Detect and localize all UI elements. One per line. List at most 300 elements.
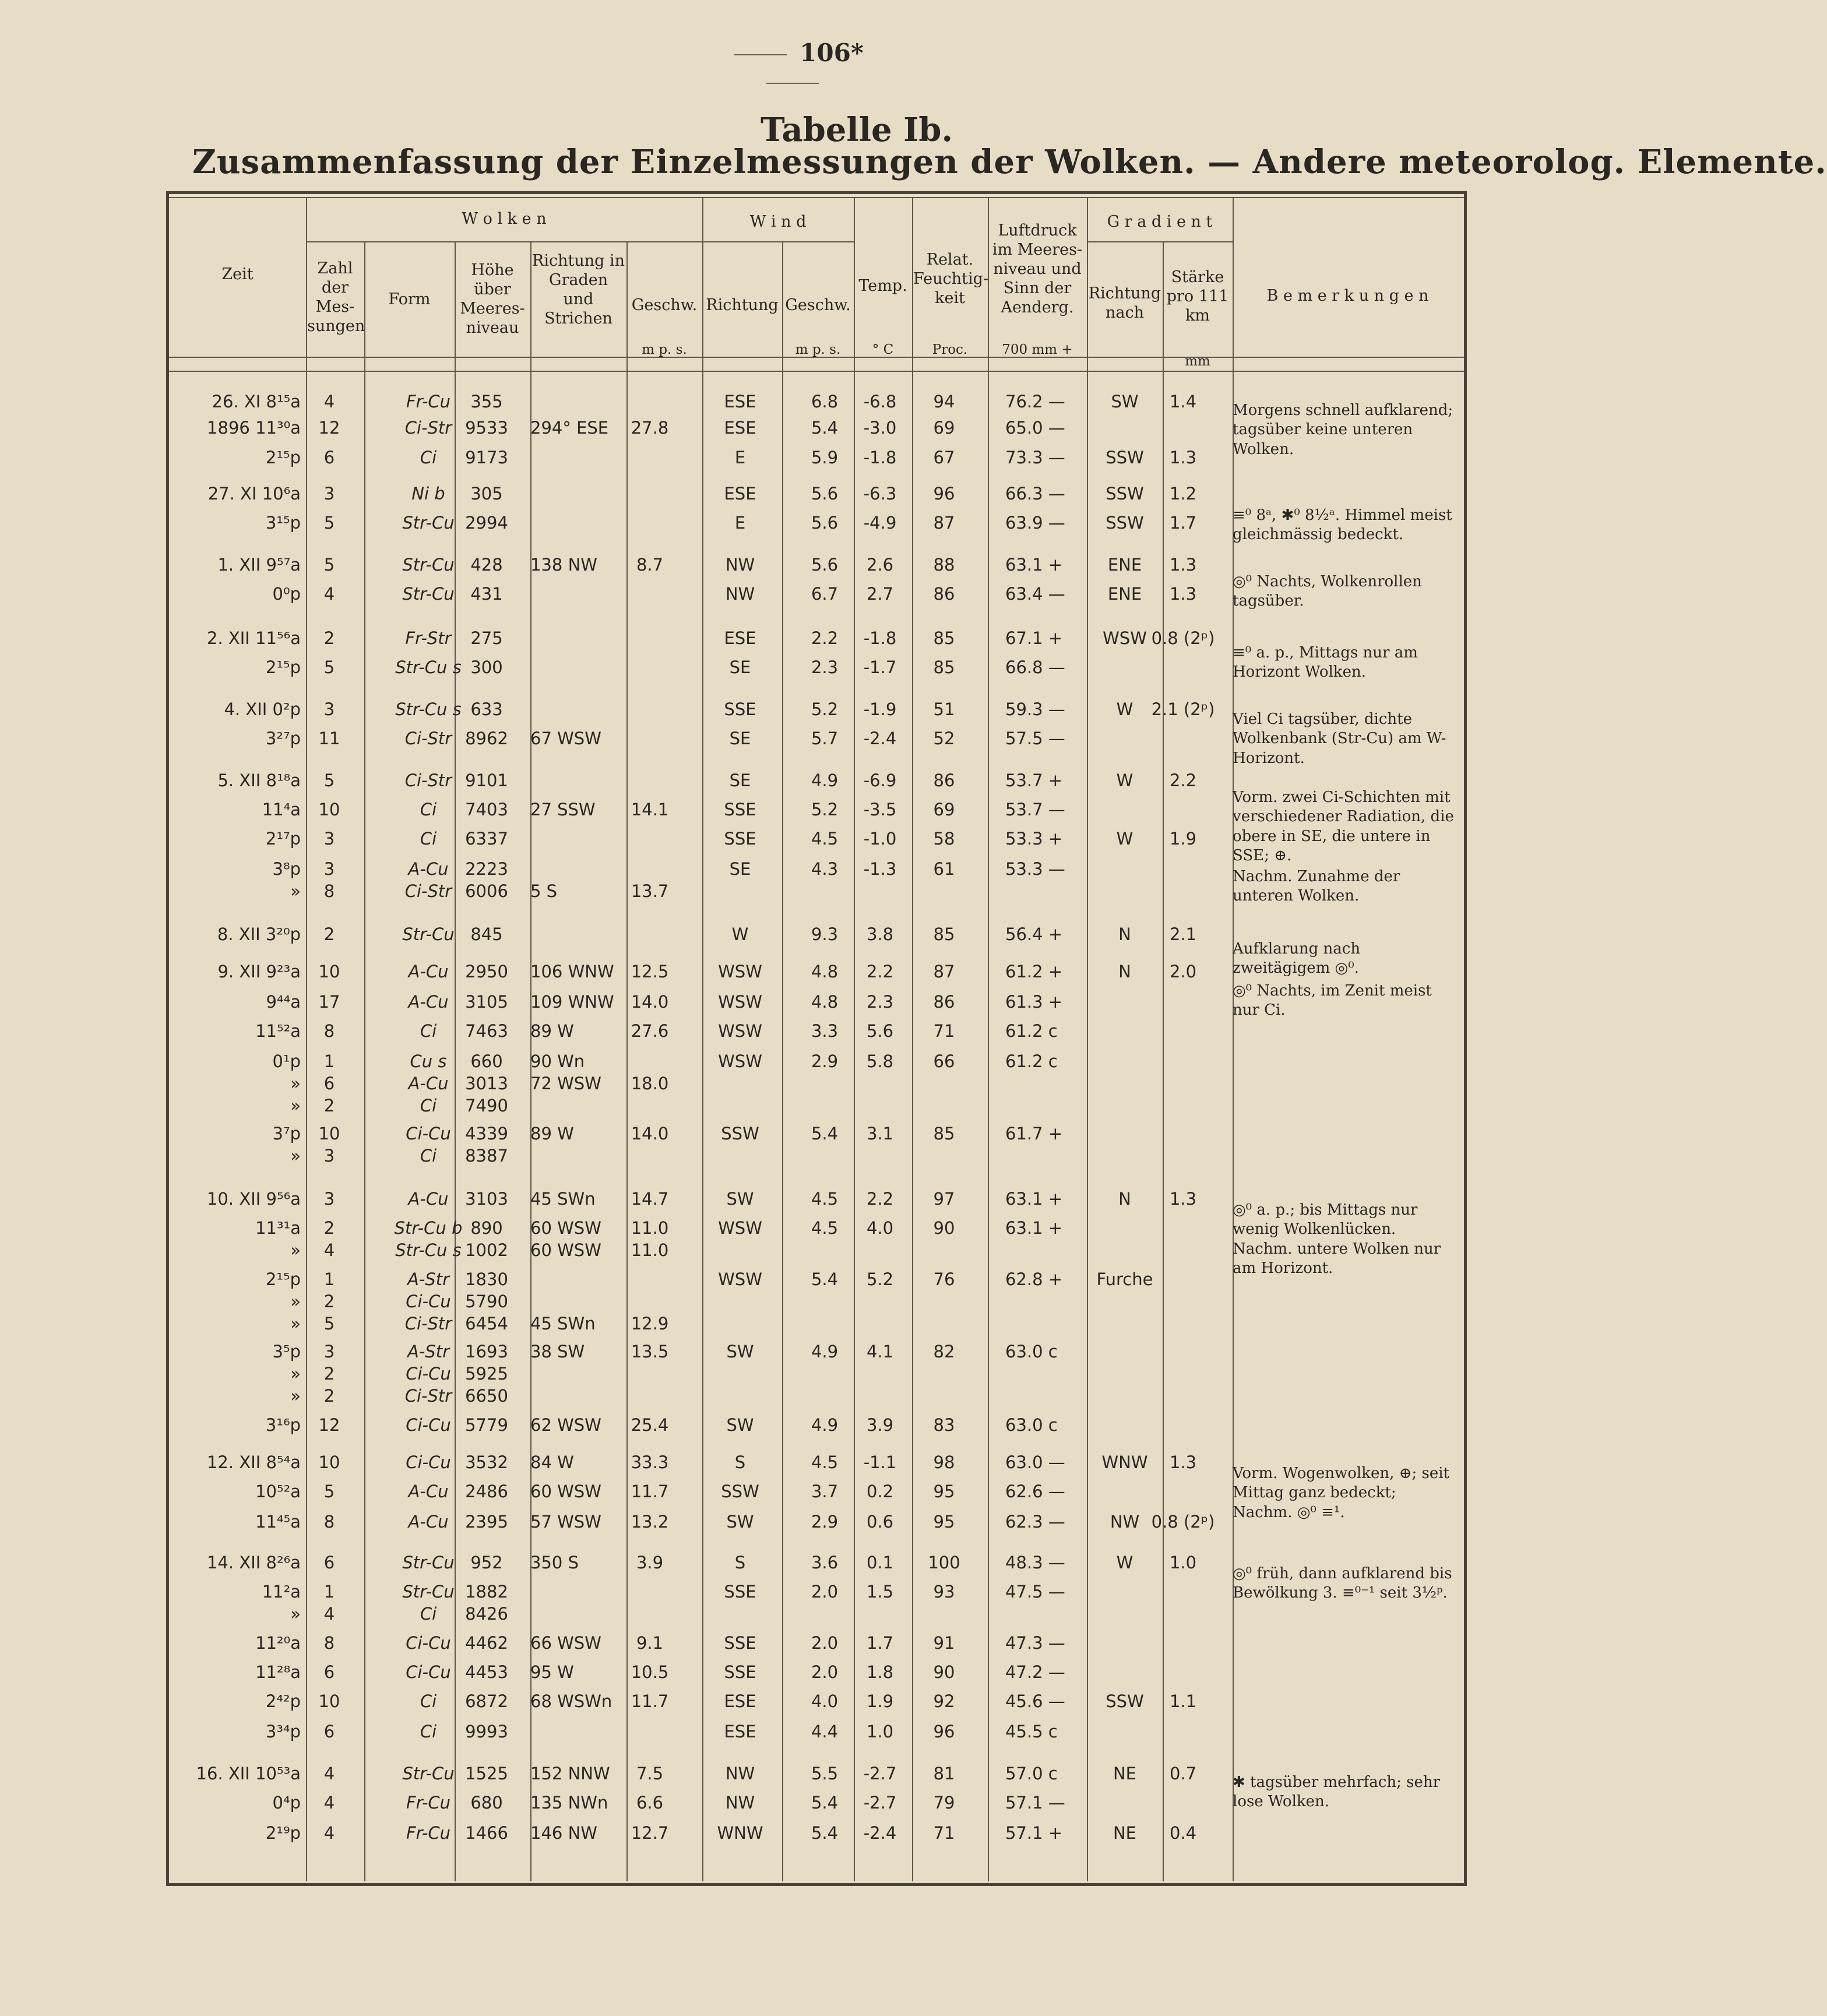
cell-wg: 5.5 (811, 1764, 839, 1783)
cell-wg: 4.9 (811, 1415, 839, 1435)
cell-temp: -1.3 (863, 859, 897, 879)
cell-wrich: NW (725, 555, 755, 575)
cell-form: Str-Cu (402, 1553, 455, 1572)
cell-rich: 294° ESE (530, 418, 609, 438)
cell-zeit: » (290, 881, 301, 901)
cell-hoehe: 890 (470, 1218, 503, 1238)
cell-wrich: SSE (724, 1662, 756, 1682)
col-header-geschw: Geschw. (631, 296, 698, 314)
cell-wrich: SSW (721, 1482, 759, 1501)
remark: ≡⁰ 8ᵃ, ✱⁰ 8½ᵃ. Himmel meist gleichmässig bedeckt. (1233, 506, 1452, 544)
cell-feu: 95 (933, 1512, 955, 1532)
cell-gesw: 27.8 (631, 418, 669, 438)
table-title: Tabelle Ib. (761, 111, 953, 149)
cell-feu: 83 (933, 1415, 955, 1435)
cell-rich: 57 WSW (530, 1512, 601, 1532)
cell-num: 2 (323, 1386, 335, 1406)
cell-feu: 90 (933, 1218, 955, 1238)
cell-wg: 2.9 (811, 1512, 839, 1532)
cell-rich: 89 W (530, 1021, 574, 1041)
cell-luft: 56.4 + (1005, 924, 1063, 944)
cell-grich: SSW (1106, 484, 1144, 504)
cell-temp: -1.8 (863, 448, 897, 467)
cell-wg: 4.5 (811, 829, 839, 849)
cell-num: 8 (323, 1633, 335, 1653)
cell-num: 2 (323, 1292, 335, 1311)
cell-zeit: 11²a (262, 1582, 301, 1602)
cell-luft: 59.3 — (1005, 699, 1065, 719)
cell-form: Ci-Cu (406, 1124, 451, 1144)
cell-rich: 66 WSW (530, 1633, 601, 1653)
cell-wg: 2.3 (811, 657, 839, 677)
cell-temp: -6.3 (863, 484, 897, 504)
cell-form: Ci (420, 1691, 437, 1711)
cell-zeit: 3⁷p (272, 1124, 301, 1144)
cell-feu: 85 (933, 657, 955, 677)
remark: ◎⁰ früh, dann aufklarend bis Bewölkung 3. ≡⁰⁻¹ seit 3½ᵖ. (1233, 1565, 1452, 1602)
cell-wrich: SW (726, 1415, 754, 1435)
cell-zeit: 11⁴a (262, 800, 301, 819)
cell-hoehe: 3013 (465, 1074, 508, 1093)
cell-num: 5 (323, 657, 335, 677)
cell-gesw: 33.3 (631, 1452, 669, 1472)
cell-num: 2 (323, 1218, 335, 1238)
cell-gst: 1.3 (1169, 584, 1197, 604)
cell-hoehe: 275 (470, 628, 503, 648)
cell-gst: 1.9 (1169, 829, 1197, 849)
cell-hoehe: 305 (470, 484, 503, 504)
cell-wrich: SW (726, 1512, 754, 1532)
cell-wrich: SSE (724, 800, 756, 819)
remark: Vorm. zwei Ci-Schichten mit verschiedener Radiation, die obere in SE, die untere in SSE; ⊕. (1233, 789, 1454, 864)
cell-gesw: 14.7 (631, 1189, 669, 1209)
cell-wg: 2.0 (811, 1662, 839, 1682)
cell-num: 6 (323, 448, 335, 467)
cell-feu: 69 (933, 800, 955, 819)
cell-zeit: 11⁴⁵a (255, 1512, 301, 1532)
cell-hoehe: 7403 (465, 800, 508, 819)
cell-zeit: 3⁸p (272, 859, 301, 879)
cell-hoehe: 633 (470, 699, 503, 719)
cell-temp: 2.6 (866, 555, 894, 575)
cell-num: 10 (318, 1691, 340, 1711)
cell-gesw: 14.0 (631, 992, 669, 1012)
cell-zeit: 1. XII 9⁵⁷a (217, 555, 301, 575)
cell-gst: 1.4 (1169, 392, 1197, 411)
cell-temp: 3.9 (866, 1415, 894, 1435)
cell-zeit: 2¹⁵p (265, 1269, 301, 1289)
cell-num: 1 (323, 1582, 335, 1602)
remark: Morgens schnell aufklarend; tagsüber keine unteren Wolken. (1233, 402, 1453, 458)
cell-gst: 1.7 (1169, 513, 1197, 533)
cell-feu: 82 (933, 1342, 955, 1361)
cell-form: Fr-Cu (406, 1823, 451, 1843)
cell-wg: 4.5 (811, 1189, 839, 1209)
cell-hoehe: 6872 (465, 1691, 508, 1711)
cell-form: Str-Cu (402, 1582, 455, 1602)
cell-wrich: SSE (724, 1582, 756, 1602)
cell-num: 4 (323, 392, 335, 411)
cell-wrich: E (734, 513, 746, 533)
cell-wrich: E (734, 448, 746, 467)
cell-num: 4 (323, 1764, 335, 1783)
cell-gesw: 11.7 (631, 1482, 669, 1501)
cell-hoehe: 7490 (465, 1096, 508, 1116)
cell-num: 2 (323, 1364, 335, 1384)
cell-form: Ci-Str (404, 1314, 452, 1334)
cell-num: 1 (323, 1051, 335, 1071)
cell-rich: 45 SWn (530, 1189, 596, 1209)
cell-form: A-Cu (408, 962, 449, 981)
cell-rich: 62 WSW (530, 1415, 601, 1435)
cell-feu: 81 (933, 1764, 955, 1783)
cell-hoehe: 4339 (465, 1124, 508, 1144)
cell-zeit: 11²⁰a (255, 1633, 301, 1653)
table-subtitle: Zusammenfassung der Einzelmessungen der Wolken. — Andere meteorolog. Elemente. (192, 143, 1827, 181)
cell-hoehe: 5790 (465, 1292, 508, 1311)
cell-form: A-Str (407, 1269, 449, 1289)
cell-hoehe: 431 (470, 584, 503, 604)
cell-gst: 0.8 (2ᵖ) (1151, 1512, 1215, 1532)
cell-luft: 53.3 + (1005, 829, 1063, 849)
cell-num: 12 (318, 418, 340, 438)
cell-hoehe: 5925 (465, 1364, 508, 1384)
cell-gst: 1.2 (1169, 484, 1197, 504)
cell-temp: 4.0 (866, 1218, 894, 1238)
cell-grich: NE (1113, 1764, 1137, 1783)
cell-wg: 5.6 (811, 484, 839, 504)
cell-wrich: WSW (718, 1218, 762, 1238)
cell-hoehe: 355 (470, 392, 503, 411)
cell-hoehe: 2486 (465, 1482, 508, 1501)
cell-grich: W (1116, 829, 1133, 849)
cell-wg: 2.2 (811, 628, 839, 648)
cell-luft: 61.2 + (1005, 962, 1063, 981)
cell-hoehe: 1693 (465, 1342, 508, 1361)
col-header-wind-richtung: Richtung (706, 296, 779, 314)
cell-wg: 5.4 (811, 1823, 839, 1843)
remark: ≡⁰ a. p., Mittags nur am Horizont Wolken. (1233, 644, 1418, 681)
cell-temp: 1.5 (866, 1582, 894, 1602)
cell-luft: 63.1 + (1005, 555, 1063, 575)
cell-temp: -1.9 (863, 699, 897, 719)
cell-grich: Furche (1096, 1269, 1153, 1289)
cell-temp: 1.7 (866, 1633, 894, 1653)
cell-hoehe: 3105 (465, 992, 508, 1012)
cell-luft: 45.6 — (1005, 1691, 1065, 1711)
cell-wg: 4.9 (811, 770, 839, 790)
cell-wg: 5.4 (811, 418, 839, 438)
cell-wrich: SE (729, 770, 751, 790)
cell-wrich: WSW (718, 1021, 762, 1041)
cell-gst: 2.0 (1169, 962, 1197, 981)
cell-wg: 3.6 (811, 1553, 839, 1572)
cell-luft: 47.3 — (1005, 1633, 1065, 1653)
cell-form: A-Cu (408, 1074, 449, 1093)
cell-gesw: 25.4 (631, 1415, 669, 1435)
cell-luft: 61.2 c (1005, 1051, 1058, 1071)
cell-feu: 58 (933, 829, 955, 849)
cell-temp: -2.7 (863, 1793, 897, 1813)
cell-form: Ci (420, 829, 437, 849)
cell-gst: 1.3 (1169, 1452, 1197, 1472)
cell-wg: 2.0 (811, 1633, 839, 1653)
cell-gst: 0.8 (2ᵖ) (1151, 628, 1215, 648)
cell-luft: 47.5 — (1005, 1582, 1065, 1602)
cell-gst: 0.4 (1169, 1823, 1197, 1843)
cell-rich: 138 NW (530, 555, 597, 575)
cell-luft: 47.2 — (1005, 1662, 1065, 1682)
cell-rich: 5 S (530, 881, 558, 901)
cell-zeit: 2¹⁵p (265, 657, 301, 677)
cell-temp: 0.2 (866, 1482, 894, 1501)
cell-feu: 85 (933, 924, 955, 944)
cell-num: 17 (318, 992, 340, 1012)
cell-luft: 61.7 + (1005, 1124, 1063, 1144)
cell-rich: 72 WSW (530, 1074, 601, 1093)
cell-hoehe: 6337 (465, 829, 508, 849)
cell-wg: 2.9 (811, 1051, 839, 1071)
cell-feu: 71 (933, 1021, 955, 1041)
cell-temp: -6.9 (863, 770, 897, 790)
cell-gesw: 12.5 (631, 962, 669, 981)
cell-gst: 2.1 (2ᵖ) (1151, 699, 1215, 719)
cell-zeit: 0⁴p (272, 1793, 301, 1813)
cell-feu: 71 (933, 1823, 955, 1843)
cell-luft: 48.3 — (1005, 1553, 1065, 1572)
cell-wg: 5.9 (811, 448, 839, 467)
header-top-rule (169, 197, 1464, 198)
cell-hoehe: 3532 (465, 1452, 508, 1472)
cell-form: Str-Cu b (394, 1218, 463, 1238)
cell-num: 3 (323, 484, 335, 504)
col-header-zahl: Zahl der Mes- sungen (307, 259, 365, 335)
col-header-temp: Temp. (858, 277, 907, 295)
cell-rich: 89 W (530, 1124, 574, 1144)
cell-form: Ci-Cu (406, 1662, 451, 1682)
cell-feu: 96 (933, 484, 955, 504)
cell-wrich: SSW (721, 1124, 759, 1144)
cell-hoehe: 8962 (465, 729, 508, 748)
col-header-form: Form (388, 290, 431, 308)
cell-feu: 91 (933, 1633, 955, 1653)
cell-zeit: 4. XII 0²p (224, 699, 301, 719)
cell-rich: 45 SWn (530, 1314, 596, 1334)
cell-luft: 53.3 — (1005, 859, 1065, 879)
cell-gesw: 8.7 (636, 555, 664, 575)
cell-feu: 66 (933, 1051, 955, 1071)
cell-gesw: 10.5 (631, 1662, 669, 1682)
cell-num: 5 (323, 1482, 335, 1501)
cell-wrich: WNW (717, 1823, 763, 1843)
cell-form: Ci-Str (404, 418, 452, 438)
cell-wg: 3.3 (811, 1021, 839, 1041)
cell-grich: NE (1113, 1823, 1137, 1843)
col-header-feuchtigkeit: Relat. Feuchtig- keit (913, 251, 989, 307)
cell-temp: 0.6 (866, 1512, 894, 1532)
cell-temp: -4.9 (863, 513, 897, 533)
cell-grich: N (1118, 962, 1131, 981)
col-header-hoehe: Höhe über Meeres- niveau (460, 261, 525, 337)
cell-wrich: SE (729, 859, 751, 879)
cell-grich: SSW (1106, 448, 1144, 467)
col-header-luftdruck: Luftdruck im Meeres- niveau und Sinn der Aenderg. (992, 221, 1083, 316)
cell-luft: 65.0 — (1005, 418, 1065, 438)
cell-wrich: WSW (718, 962, 762, 981)
cell-rich: 135 NWn (530, 1793, 608, 1813)
cell-wrich: WSW (718, 992, 762, 1012)
cell-zeit: 27. XI 10⁶a (207, 484, 301, 504)
cell-num: 5 (323, 770, 335, 790)
cell-luft: 62.8 + (1005, 1269, 1063, 1289)
cell-zeit: » (290, 1292, 301, 1311)
cell-luft: 67.1 + (1005, 628, 1063, 648)
cell-form: Ci (420, 1096, 437, 1116)
cell-hoehe: 428 (470, 555, 503, 575)
cell-hoehe: 8387 (465, 1146, 508, 1166)
cell-num: 2 (323, 628, 335, 648)
cell-form: Ci-Str (404, 1386, 452, 1406)
cell-luft: 57.1 — (1005, 1793, 1065, 1813)
cell-hoehe: 1525 (465, 1764, 508, 1783)
cell-wg: 5.2 (811, 800, 839, 819)
cell-rich: 60 WSW (530, 1218, 601, 1238)
cell-temp: -2.7 (863, 1764, 897, 1783)
cell-num: 6 (323, 1074, 335, 1093)
cell-wrich: WSW (718, 1051, 762, 1071)
cell-feu: 90 (933, 1662, 955, 1682)
gradient-group-rule (1087, 241, 1233, 242)
cell-temp: 2.3 (866, 992, 894, 1012)
cell-num: 5 (323, 555, 335, 575)
cell-num: 3 (323, 859, 335, 879)
cell-grich: W (1116, 1553, 1133, 1572)
remark: Aufklarung nach zweitägigem ◎⁰. (1233, 940, 1361, 977)
group-header-gradient: G r a d i e n t (1107, 213, 1213, 231)
cell-gesw: 12.9 (631, 1314, 669, 1334)
cell-feu: 69 (933, 418, 955, 438)
cell-hoehe: 2950 (465, 962, 508, 981)
cell-num: 2 (323, 924, 335, 944)
cell-wrich: SSE (724, 829, 756, 849)
cell-wg: 5.4 (811, 1269, 839, 1289)
cell-form: Ci (420, 1146, 437, 1166)
cell-feu: 61 (933, 859, 955, 879)
cell-zeit: 2¹⁹p (265, 1823, 301, 1843)
cell-rich: 95 W (530, 1662, 574, 1682)
cell-wg: 4.9 (811, 1342, 839, 1361)
cell-feu: 86 (933, 770, 955, 790)
cell-wg: 4.8 (811, 992, 839, 1012)
cell-zeit: 3³⁴p (265, 1722, 301, 1741)
cell-rich: 146 NW (530, 1823, 597, 1843)
cell-gesw: 27.6 (631, 1021, 669, 1041)
cell-gesw: 13.2 (631, 1512, 669, 1532)
cell-grich: SSW (1106, 513, 1144, 533)
cell-gst: 0.7 (1169, 1764, 1197, 1783)
cell-zeit: 11³¹a (255, 1218, 301, 1238)
cell-zeit: 10⁵²a (255, 1482, 301, 1501)
cell-gst: 1.3 (1169, 1189, 1197, 1209)
remark: ◎⁰ Nachts, im Zenit meist nur Ci. (1233, 982, 1432, 1019)
cell-form: Ci (420, 800, 437, 819)
cell-grich: N (1118, 924, 1131, 944)
cell-zeit: 3⁵p (272, 1342, 301, 1361)
cell-feu: 87 (933, 513, 955, 533)
cell-hoehe: 9101 (465, 770, 508, 790)
cell-luft: 57.0 c (1005, 1764, 1058, 1783)
cell-rich: 67 WSW (530, 729, 601, 748)
cell-num: 8 (323, 1021, 335, 1041)
cell-zeit: 2¹⁷p (265, 829, 301, 849)
cell-wg: 5.4 (811, 1793, 839, 1813)
cell-zeit: 9. XII 9²³a (217, 962, 301, 981)
cell-form: Str-Cu s (395, 699, 462, 719)
cell-zeit: » (290, 1364, 301, 1384)
cell-zeit: » (290, 1096, 301, 1116)
col-rule (988, 197, 989, 1881)
cell-rich: 27 SSW (530, 800, 596, 819)
cell-rich: 106 WNW (530, 962, 614, 981)
cell-wg: 3.7 (811, 1482, 839, 1501)
cell-form: A-Cu (408, 1189, 449, 1209)
cell-wg: 4.5 (811, 1218, 839, 1238)
cell-feu: 88 (933, 555, 955, 575)
cell-luft: 76.2 — (1005, 392, 1065, 411)
cell-temp: 5.2 (866, 1269, 894, 1289)
header-bottom-rule (169, 371, 1464, 372)
cell-feu: 97 (933, 1189, 955, 1209)
cell-form: Ci-Str (404, 729, 452, 748)
cell-form: Ci (420, 1021, 437, 1041)
cell-wrich: ESE (724, 1722, 756, 1741)
cell-form: Ni b (411, 484, 445, 504)
cell-temp: 5.6 (866, 1021, 894, 1041)
cell-grich: W (1116, 699, 1133, 719)
cell-rich: 60 WSW (530, 1240, 601, 1260)
cell-zeit: 0¹p (272, 1051, 301, 1071)
cell-luft: 63.1 + (1005, 1218, 1063, 1238)
cell-feu: 76 (933, 1269, 955, 1289)
cell-wrich: NW (725, 1793, 755, 1813)
cell-zeit: 11⁵²a (255, 1021, 301, 1041)
cell-luft: 66.3 — (1005, 484, 1065, 504)
cell-luft: 45.5 c (1005, 1722, 1058, 1741)
cell-gesw: 13.7 (631, 881, 669, 901)
cell-grich: ENE (1107, 555, 1142, 575)
cell-luft: 62.6 — (1005, 1482, 1065, 1501)
cell-wrich: ESE (724, 628, 756, 648)
cell-hoehe: 2994 (465, 513, 508, 533)
cell-hoehe: 952 (470, 1553, 503, 1572)
cell-form: A-Str (407, 1342, 449, 1361)
cell-form: Str-Cu (402, 513, 455, 533)
cell-temp: 1.8 (866, 1662, 894, 1682)
cell-form: Ci-Cu (406, 1364, 451, 1384)
cell-hoehe: 1002 (465, 1240, 508, 1260)
cell-num: 6 (323, 1722, 335, 1741)
col-header-gradient-richtung: Richtung nach (1088, 284, 1161, 322)
cell-hoehe: 9993 (465, 1722, 508, 1741)
cell-num: 4 (323, 1604, 335, 1624)
cell-wrich: ESE (724, 1691, 756, 1711)
cell-wrich: NW (725, 584, 755, 604)
page-number: 106* (699, 38, 886, 96)
cell-hoehe: 300 (470, 657, 503, 677)
cell-grich: SW (1111, 392, 1139, 411)
cell-wg: 5.6 (811, 555, 839, 575)
cell-form: Ci-Str (404, 881, 452, 901)
